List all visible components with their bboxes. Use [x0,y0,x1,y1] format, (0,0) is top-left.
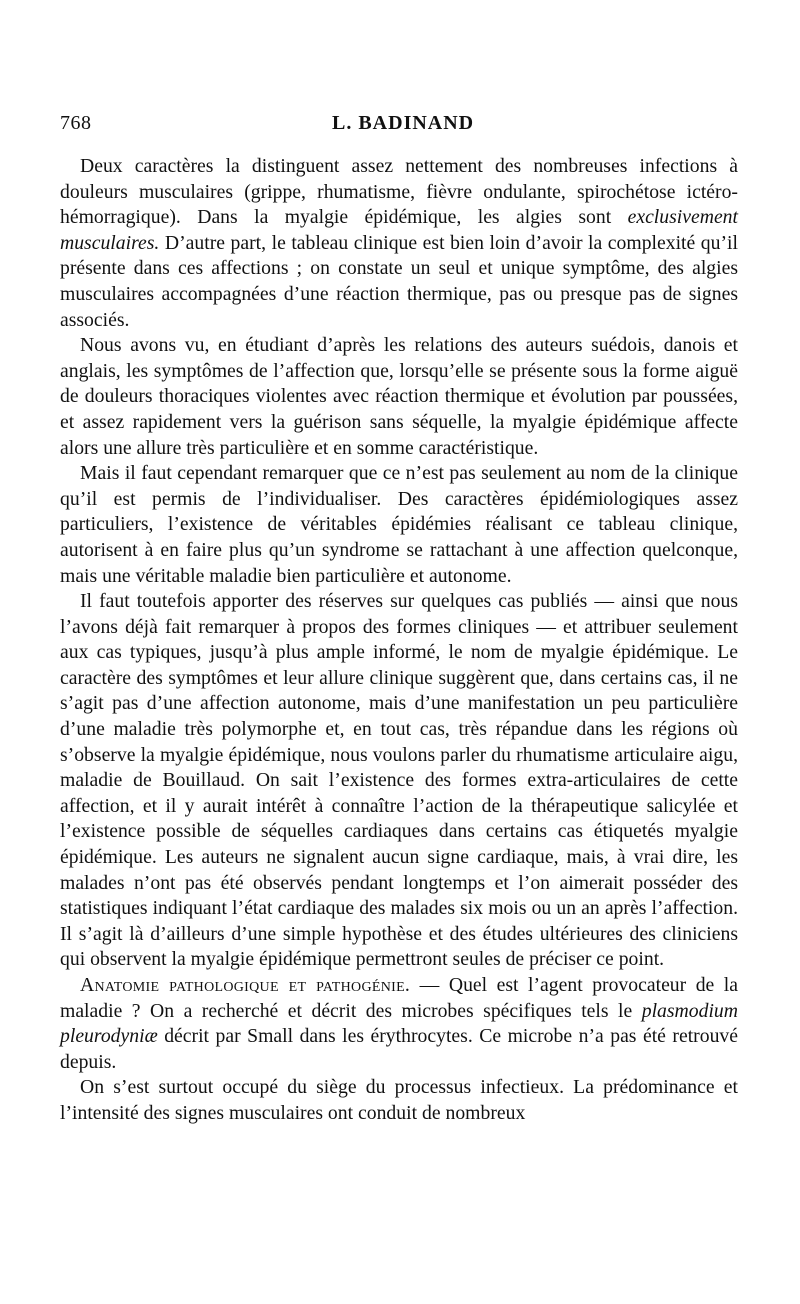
paragraph-clinical-summary: Nous avons vu, en étudiant d’après les relations des auteurs suédois, danois et anglais, les symptômes de l’affection que, lorsqu’elle se présente sous la forme aiguë de douleurs thoraciques violentes avec réaction thermique et évolution par poussées, et assez rapidement vers la guérison sans séquelle, la myalgie épidémique affecte alors une allure très particulière et en somme caractéristique. [60,334,738,459]
paragraph-infection-site: On s’est surtout occupé du siège du processus infectieux. La prédominance et l’intensité des signes musculaires ont conduit de nombreux [60,1076,738,1124]
page-number: 768 [60,112,92,134]
italic-emphasis: exclusivement musculaires. [60,206,738,254]
paragraph-epidemiology: Mais il faut cependant remarquer que ce n’est pas seulement au nom de la clinique qu’il est permis de l’individualiser. Des caractères épidémiologiques assez particuliers, l’existence de véritables épidémies réalisant ce tableau clinique, autorisent à en faire plus qu’un syndrome se rattachant à une affection quelconque, mais une véritable maladie bien particulière et autonome. [60,462,738,587]
paragraph-distinguishing-features: Deux caractères la distinguent assez nettement des nombreuses infections à douleurs musculaires (grippe, rhumatisme, fièvre ondulante, spirochétose ictéro-hémorragique). Dans la myalgie épidémique, les algies sont exclusivement musculaires. D’autre part, le tableau clinique est bien loin d’avoir la complexité qu’il présente dans ces affections ; on constate un seul et unique symptôme, des algies musculaires accompagnées d’une réaction thermique, pas ou presque pas de signes associés. [60,155,738,331]
section-heading: Anatomie pathologique et pathogénie. [80,974,411,996]
book-page [60,112,738,1127]
section-anatomy-pathogenesis: Anatomie pathologique et pathogénie. — Quel est l’agent provocateur de la maladie ? On a recherché et décrit des microbes spécifiques tels le plasmodium pleurodyniæ décrit par Small dans les érythrocytes. Ce microbe n’a pas été retrouvé depuis. [60,974,739,1073]
body-text [60,154,738,1127]
italic-species-name: plasmodium pleurodyniæ [60,999,738,1048]
page-header [60,112,738,142]
paragraph-reservations: Il faut toutefois apporter des réserves sur quelques cas publiés — ainsi que nous l’avons déjà fait remarquer à propos des formes cliniques — et attribuer seulement aux cas typiques, jusqu’à plus ample informé, le nom de myalgie épidémique. Le caractère des symptômes et leur allure clinique suggèrent que, dans certains cas, il ne s’agit pas d’une affection autonome, mais d’une manifestation un peu particulière d’une maladie très polymorphe et, en tout cas, très répandue dans les régions où s’observe la myalgie épidémique, nous voulons parler du rhumatisme articulaire aigu, maladie de Bouillaud. On sait l’existence des formes extra-articulaires de cette affection, et il y aurait intérêt à connaître l’action de la thérapeutique salicylée et l’existence possible de séquelles cardiaques dans certains cas étiquetés myalgie épidémique. Les auteurs ne signalent aucun signe cardiaque, mais, à vrai dire, les malades n’ont pas été observés pendant longtemps et l’on aimerait posséder des statistiques indiquant l’état cardiaque des malades six mois ou un an après l’affection. Il s’agit là d’ailleurs d’une simple hypothèse et des études ultérieures des cliniciens qui observent la myalgie épidémique permettront seules de préciser ce point. [60,590,738,971]
running-title: L. BADINAND [332,112,475,134]
